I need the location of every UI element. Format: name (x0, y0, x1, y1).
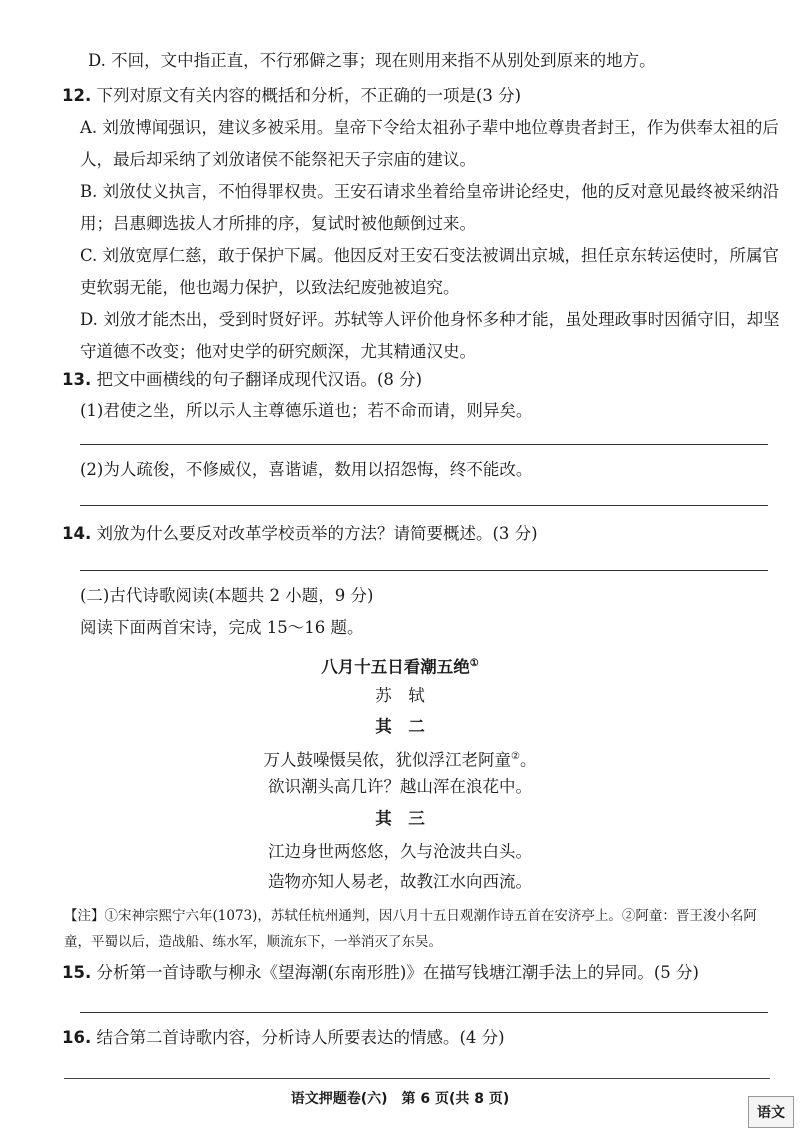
q12-option-a-line2: 人，最后却采纳了刘攽诸侯不能祭祀天子宗庙的建议。 (80, 150, 476, 169)
poem-part2-line2: 欲识潮头高几许？越山浑在浪花中。 (268, 777, 532, 796)
q14-stem (62, 523, 538, 545)
q15-stem (62, 962, 699, 984)
poem-author: 苏 轼 (375, 686, 425, 705)
q12-option-d-line1: D. 刘攽才能杰出，受到时贤好评。苏轼等人评价他身怀多种才能，虽处理政事时因循守旧，却坚 (80, 310, 780, 329)
poem-part2-line1-note: ② (511, 751, 520, 762)
q16-stem-text: 结合第二首诗歌内容，分析诗人所要表达的情感。(4 分) (96, 1028, 505, 1047)
poetry-section-intro: 阅读下面两首宋诗，完成 15～16 题。 (80, 618, 364, 637)
q14-answer-line[interactable] (80, 570, 768, 571)
subject-tab: 语文 (748, 1096, 794, 1128)
q13-stem (62, 369, 422, 391)
poem-part2-line1-end: 。 (519, 750, 537, 770)
q12-number: 12. (62, 86, 92, 105)
poem-part2-line1 (0, 746, 800, 772)
q13-sentence-1: (1)君使之坐，所以示人主尊德乐道也；若不命而请，则异矣。 (80, 401, 533, 420)
poem-part3-heading: 其 三 (375, 809, 425, 828)
q12-option-d-line2: 守道德不改变；他对史学的研究颇深，尤其精通汉史。 (80, 342, 476, 361)
poem-title-text: 八月十五日看潮五绝 (321, 657, 470, 677)
q12-stem-text: 下列对原文有关内容的概括和分析，不正确的一项是(3 分) (96, 86, 522, 105)
poem-notes-line2: 童，平蜀以后，造战船、练水军，顺流东下，一举消灭了东吴。 (64, 934, 442, 950)
q14-stem-text: 刘攽为什么要反对改革学校贡举的方法？请简要概述。(3 分) (96, 524, 538, 543)
q16-number: 16. (62, 1028, 92, 1047)
q13-number: 13. (62, 370, 92, 389)
q15-stem-text: 分析第一首诗歌与柳永《望海潮(东南形胜)》在描写钱塘江潮手法上的异同。(5 分) (96, 963, 699, 982)
q12-option-c-line2: 吏软弱无能，他也竭力保护，以致法纪废弛被追究。 (80, 278, 460, 297)
page-footer: 语文押题卷(六) 第 6 页(共 8 页) (290, 1091, 510, 1107)
q12-option-b-line2: 用；吕惠卿选拔人才所排的序，复试时被他颠倒过来。 (80, 214, 476, 233)
poetry-section-heading: (二)古代诗歌阅读(本题共 2 小题，9 分) (80, 586, 374, 605)
q12-option-b-line1: B. 刘攽仗义执言，不怕得罪权贵。王安石请求坐着给皇帝讲论经史，他的反对意见最终被采纳沿 (80, 182, 780, 201)
poem-title-note: ① (469, 658, 479, 669)
q13-stem-text: 把文中画横线的句子翻译成现代汉语。(8 分) (96, 370, 423, 389)
poem-part2-line1-text: 万人鼓噪慑吴侬，犹似浮江老阿童 (263, 750, 512, 770)
q13-sentence-2: (2)为人疏俊，不修威仪，喜谐谑，数用以招怨悔，终不能改。 (80, 460, 533, 479)
q12-option-a-line1: A. 刘攽博闻强识，建议多被采用。皇帝下令给太祖孙子辈中地位尊贵者封王，作为供奉太祖的后 (80, 118, 779, 137)
q13-answer-line-2[interactable] (80, 505, 768, 506)
q12-stem (62, 85, 521, 107)
q15-answer-line[interactable] (80, 1012, 768, 1013)
q15-number: 15. (62, 963, 92, 982)
q11-option-d: D. 不回，文中指正直，不行邪僻之事；现在则用来指不从别处到原来的地方。 (88, 51, 656, 70)
poem-title (0, 653, 800, 679)
q12-option-c-line1: C. 刘攽宽厚仁慈，敢于保护下属。他因反对王安石变法被调出京城，担任京东转运使时，所属官 (80, 246, 780, 265)
poem-part3-line2: 造物亦知人易老，故教江水向西流。 (268, 872, 532, 891)
q13-answer-line-1[interactable] (80, 444, 768, 445)
poem-part3-line1: 江边身世两悠悠，久与沧波共白头。 (268, 842, 532, 861)
poem-part2-heading: 其 二 (375, 717, 425, 736)
q14-number: 14. (62, 524, 92, 543)
footer-rule (64, 1078, 770, 1079)
poem-notes-line1: 【注】①宋神宗熙宁六年(1073)，苏轼任杭州通判，因八月十五日观潮作诗五首在安济亭上。②阿童：晋王浚小名阿 (64, 908, 757, 924)
q16-stem (62, 1027, 505, 1049)
